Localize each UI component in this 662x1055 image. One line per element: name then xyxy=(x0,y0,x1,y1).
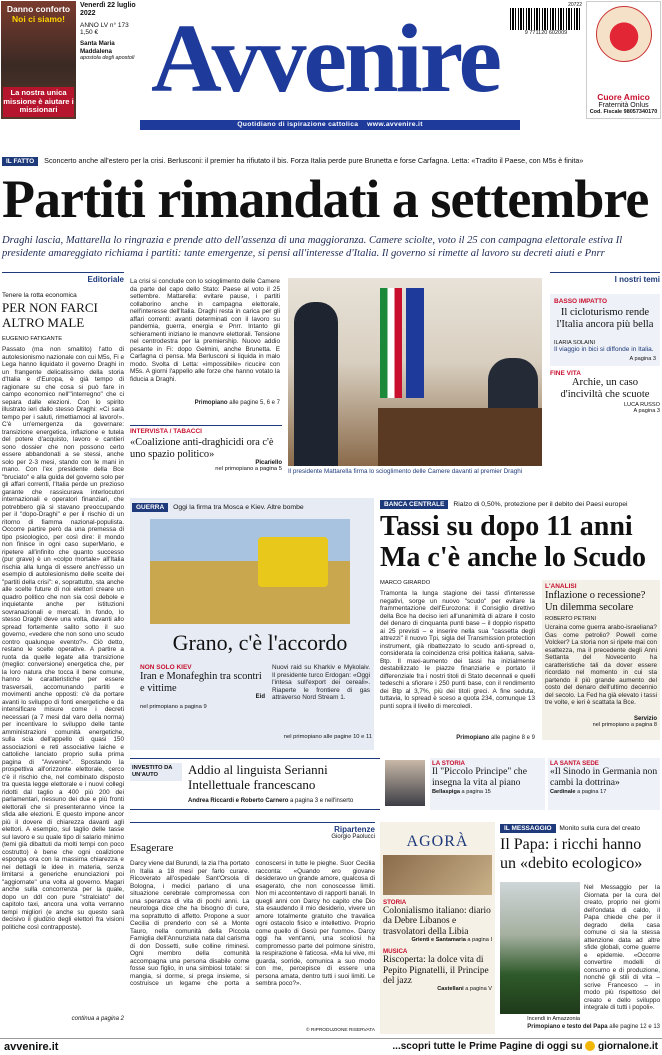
agora-credit-2 xyxy=(383,986,492,992)
storia-credit xyxy=(432,789,543,795)
storia-tag: LA STORIA xyxy=(432,760,466,767)
investito-page: a pagina 3 e nell'inserto xyxy=(290,798,354,804)
tassi-author: MARCO GIRARDO xyxy=(380,580,431,586)
non-solo-kiev-tag: NON SOLO KIEV xyxy=(140,664,192,671)
editoriale-headline[interactable]: PER NON FARCI ALTRO MALE xyxy=(2,300,98,330)
giornalone-icon xyxy=(585,1041,595,1051)
barcode-bars xyxy=(510,8,582,30)
amazon-photo xyxy=(500,882,580,1014)
left-promo-top2: Noi ci siamo! xyxy=(12,14,65,24)
analisi-servizio: Servizio xyxy=(633,716,657,722)
agora-tag-1: STORIA xyxy=(383,899,407,906)
tema-a[interactable] xyxy=(550,294,660,366)
analisi-tag: L'ANALISI xyxy=(545,583,577,590)
analisi-author: ROBERTO PETRINI xyxy=(545,616,597,622)
intervista-box[interactable] xyxy=(130,425,282,475)
tema-a-kicker: BASSO IMPATTO xyxy=(554,298,608,305)
issue-price: 1,50 € xyxy=(80,29,99,36)
sede-page: a pagina 17 xyxy=(577,789,607,796)
agora-credit-1 xyxy=(383,937,492,943)
investito-credit xyxy=(188,798,378,804)
tassi-kicker: Rialzo di 0,50%, protezione per il debito dei Paesi europei xyxy=(453,501,628,508)
analisi-body: Ucraina come guerra arabo-israeliana? Gas come petrolio? Powell come Volcker? La storia non si ripete mai con esattezza, ma il precedente degli Anni Settanta del Novecento ha caratteristiche tali da dover essere ricordato nel momento in cui sta partendo il più grande aumento del costo del denaro dell'ultimo decennio del secolo. La Fed ha già elevato i tassi tre volte, e ieri è scattata la Bce. xyxy=(545,624,657,706)
intervista-tag: INTERVISTA / TABACCI xyxy=(130,428,202,435)
right-promo-title: Cuore Amico xyxy=(597,92,650,102)
masthead-title: Avvenire xyxy=(151,5,499,113)
guerra-headline[interactable]: Grano, c'è l'accordo xyxy=(172,630,348,655)
flag-italy xyxy=(380,288,402,398)
non-solo-kiev-page: nel primopiano a pagina 9 xyxy=(140,704,207,710)
analisi-box[interactable] xyxy=(542,580,660,740)
site-url[interactable]: www.avvenire.it xyxy=(367,121,423,128)
esagerare-body: Darcy viene dal Burundi, la zia l'ha portato in Italia a 18 mesi per farlo curare. Ricoverato all'ospedale Sant'Orsola di Bologna, i medici parlano di una situazione cerebrale compromessa con una speranza di vita di pochi anni. La neurologa dice che ha bisogno di cure, ma soprattutto di affetto. Propone a suor Cecilia di prenderlo con sé a Monte Tauro, nella comunità della Piccola Famiglia dell'Annunziata nata dal carisma di don Dossetti, sulle colline riminesi. Ogni membro della comunità accompagna una persona disabile come fosse suo figlio, in una simbiosi totale: si mangia, si dorme, si prega insieme, si costruisce un legame che porta a conoscersi in tutte le pieghe. Suor Cecilia racconta: «Quando ero giovane desideravo un grande amore, qualcosa di esagerato, che non conoscesse limiti. Non mi accontentavo di rapporti banali. In quegli anni con Darcy ho capito che Dio sta esaudendo il mio desiderio, vivere un amore totalmente gratuito che travalica ogni ostacolo fisico e intellettivo. Proprio come quello di Gesù per l'uomo». Darcy oggi ha vent'anni, una scoliosi ha compromesso parte del polmone sinistro, la respirazione è faticosa. «Ma lui vive, mi guarda, sorride, comunica a suo modo con me, percepisce di essere una persona amata, dentro tutti i suoi limiti. Le sembra poco?». xyxy=(130,860,375,987)
agora-author-1: Grienti e Santamaria xyxy=(411,937,466,944)
non-solo-kiev-headline: Iran e Monafeghin tra scontri e vittime xyxy=(140,671,262,694)
fatto-pages-n: alle pagine 5, 6 e 7 xyxy=(229,400,280,406)
fatto-kicker: Sconcerto anche all'estero per la crisi. Berlusconi: il premier ha rifiutato il bis. Forza Italia perde pure Brunetta e forse Carfagna. Letta: «Tradito il Paese, con M5s è finita» xyxy=(44,156,584,165)
agora-page-2: a pagina V xyxy=(465,986,492,993)
non-solo-kiev-author: Eid xyxy=(255,694,265,700)
tema-a-author: ILARIA SOLAINI xyxy=(554,340,596,347)
agora-author-2: Castellani xyxy=(437,986,464,993)
guerra-kicker: Oggi la firma tra Mosca e Kiev. Altre bombe xyxy=(173,504,304,511)
footer-right-text: ...scopri tutte le Prime Pagine di oggi su xyxy=(392,1041,583,1052)
messaggio-page[interactable] xyxy=(500,1024,660,1030)
sede-headline: «Il Sinodo in Germania non cambi la dottrina» xyxy=(550,766,658,788)
esagerare-author: Giorgio Paolucci xyxy=(331,834,375,840)
messaggio-kicker: Monito sulla cura del creato xyxy=(559,825,641,832)
barcode-top: 20722 xyxy=(568,2,582,8)
tema-a-headline: Il cicloturismo rende l'Italia ancora più bella xyxy=(556,307,654,330)
issue-number: ANNO LV n° 173 xyxy=(80,22,129,29)
editoriale-column xyxy=(2,272,124,1037)
tema-a-deck: Il viaggio in bici si diffonde in Italia. xyxy=(554,346,654,354)
sede-tag: LA SANTA SEDE xyxy=(550,760,599,767)
editoriale-kicker: Tenere la rotta economica xyxy=(2,292,77,299)
main-photo-caption: Il presidente Mattarella firma lo scioglimento delle Camere davanti al premier Draghi xyxy=(288,468,523,475)
fatto-body: La crisi si conclude con lo scioglimento delle Camere da parte del capo dello Stato: Paese al voto il 25 settembre. Mattarella: evitare pause, i partiti collaborino anche in campagna elettorale, nell'interesse dell'Italia. Draghi resta in carica per gli affari correnti: avanti determinati con il lavoro su pandemia, guerra, energia e Pnrr. Intanto gli schieramenti iniziano le manovre elettorali. Tensione nel centrodestra per la premiership. Nuovo addio pesante in Fi: dopo Gelmini, anche Brunetta. E Carfagna ci pensa. Ma Berlusconi si liquida in malo modo. Svolta di Letta: «impossibile» ricucire con M5s. A giorni l'appello alle forze che hanno votato la fiducia a Draghi. xyxy=(130,278,280,383)
heart-globe-icon xyxy=(596,6,652,62)
fatto-tag: IL FATTO xyxy=(2,157,38,166)
guerra-kicker-row xyxy=(132,503,372,512)
main-photo[interactable] xyxy=(288,278,542,466)
agora-headline-1: Colonialismo italiano: diario da Debre Libanos e trasvolatori della Libia xyxy=(383,906,491,937)
tassi-page-label: Primopiano xyxy=(456,735,490,741)
saint-note: apostola degli apostoli xyxy=(80,55,135,61)
barcode xyxy=(510,2,582,38)
left-promo-top: Danno conforto xyxy=(6,4,71,14)
left-promo-bottom: La nostra unica missione è aiutare i missionari xyxy=(3,87,74,117)
editoriale-author: EUGENIO FATIGANTE xyxy=(2,336,63,342)
tassi-tag: BANCA CENTRALE xyxy=(380,500,448,509)
agora-headline-2: Riscoperta: la dolce vita di Pepito Pignatelli, il Principe del jazz xyxy=(383,955,489,987)
main-headline[interactable]: Partiti rimandati a settembre xyxy=(2,169,649,229)
tagline: Quotidiano di ispirazione cattolica xyxy=(237,121,359,128)
investito-box[interactable] xyxy=(130,758,380,810)
tema-b-author: LUCA RUSSO xyxy=(623,402,660,409)
footer-brand: giornalone.it xyxy=(598,1041,658,1052)
messaggio-page-label: Primopiano e testo del Papa xyxy=(527,1024,608,1030)
sede-section: Cardinale xyxy=(550,789,576,796)
sede-credit xyxy=(550,789,658,795)
tassi-page[interactable] xyxy=(380,735,535,741)
right-promo-sub: Fraternità Onlus xyxy=(598,102,649,109)
storia-headline: Il "Piccolo Principe" che insegna la vita al piano xyxy=(432,766,527,788)
messaggio-tag: IL MESSAGGIO xyxy=(500,824,556,833)
tema-b-page: A pagina 3 xyxy=(633,408,660,415)
messaggio-headline[interactable]: Il Papa: i ricchi hanno un «debito ecologico» xyxy=(500,836,643,872)
storia-section: Bellaspiga xyxy=(432,789,460,796)
tassi-body: Tramonta la lunga stagione dei tassi d'interesse negativi, sorge un nuovo "scudo" per evitare la frammentazione dell'Eurozona: il Consiglio direttivo della Bce ha deciso ieri all'unanimità di alzare il costo del denaro di cinquanta punti base – il doppio rispetto ai 25 previsti – e inserire nella sua "cassetta degli attrezzi" il nuovo Tpi, sigla del Transmission protection instrument, già ribattezzato lo scudo anti-spread o, considerata la coincidenza crisi politica italiana, salva-Btp. Il maxi-aumento dei tassi ha inizialmente destabilizzato le piazze finanziarie e portato il differenziale fra i nostri titoli di Stato decennali e quelli tedeschi a sfiorare i 250 punti base, con il rendimento dei Btp al 3,7%, più dei titoli greci. A fine seduta, tuttavia, lo spread è sceso a quota 234, comunque 13 punti sopra il livello di mercoledì. xyxy=(380,590,535,710)
esagerare-headline[interactable]: Esagerare xyxy=(130,842,174,854)
non-solo-kiev[interactable] xyxy=(140,664,265,734)
tassi-kicker-row xyxy=(380,500,660,509)
issue-date: Venerdì 22 luglio 2022 xyxy=(80,2,136,17)
intervista-author: Picariello xyxy=(255,460,282,466)
fatto-pages-label: Primopiano xyxy=(194,400,228,406)
desk xyxy=(378,408,542,466)
esagerare-section: Ripartenze xyxy=(334,825,375,834)
agora-logo: AGORÀ xyxy=(406,833,469,850)
tema-b-kicker: FINE VITA xyxy=(550,370,581,378)
harvester xyxy=(258,537,328,587)
investito-authors: Andrea Riccardi e Roberto Carnero xyxy=(188,798,289,804)
sede-box[interactable] xyxy=(548,758,660,810)
guerra-tag: GUERRA xyxy=(132,503,168,512)
draghi-figure xyxy=(294,302,338,466)
analisi-page: nel primopiano a pagina 8 xyxy=(592,722,657,728)
saint-of-day: Santa Maria Maddalena xyxy=(80,40,115,55)
agora-page-1: a pagina I xyxy=(467,937,492,944)
messaggio-page-n: alle pagine 12 e 13 xyxy=(609,1024,660,1030)
barcode-digits: 9 771120 602009 xyxy=(524,30,568,36)
intervista-headline: «Coalizione anti-draghicidi ora c'è uno spazio politico» xyxy=(130,437,274,460)
footer-left[interactable]: avvenire.it xyxy=(4,1041,59,1053)
agora-box[interactable] xyxy=(380,822,495,1034)
editoriale-body: Passato (ma non smaltito) l'atto di autolesionismo nazionale con cui M5s, Fi e Lega hanno liquidato il governo Draghi in un frangente delicatissimo della storia d'Italia e d'Europa, è già tempo di ragionare su che cosa si può fare in campo economico nell'"interregno" che ci separa dalle elezioni. Con lo spirito illustrato ieri dallo stesso Draghi: «Ci sarà tempo per i saluti, rimettiamoci al lavoro!». C'è un'emergenza da governare: transizione energetica, inflazione e tutela del potere d'acquisto, lavoro e cantieri sono dossier che non possono certo essere abbandonati a se stessi, anche solo per 2-3 mesi, stando con le mani in mano. Con l'ex presidente della Bce "bruciato" e alla guida del governo solo per gli affari correnti, l'Italia perde un prezioso garante che rassicurava interlocutori internazionali e operatori finanziari, che potrebbero già si stavano preoccupando per il "dopo-Draghi" e per il rischio di un ritorno di fiamma nazional-populista. Occorre partire però da una premessa di tipo psicologico, per così dire: il mondo non finisce in ogni caso superMario, e ripetere all'infinito che quanto successo (pur grave) è un «colpo mortale» all'Italia rischia alla lunga di essere anch'esso un esempio di autolesionismo delle scelte dei "partiti della crisi": e, soprattutto, sta anche alle scelte future di noi elettori creare un quadro politico che non sia così debole e inquietante anche per istituzioni sovranazionali e mercati. In fondo, lo stesso Draghi deve una volta, davanti allo spread fortemente salito sotto il suo governo, «vedere che non sono uno scudo contro qualunque evento?». Ciò detto, restano le scelte operative. A partire a ruota da quelle legate alla transizione (meglio: conversione) energetica che, per la loro natura che tocca il bene comune, hanno le caratteristiche per essere trasversali, accomunando partiti e movimenti anche opposti: c'è da portare avanti lo sviluppo di fonti energetiche e da intensificare misure come i decreti necessari (a 7 mesi dal varo della norma) per incentivare lo sviluppo delle tante amministrazioni comunità energetiche, sulla scia dell'appello di quasi 150 associazioni e reti associative laiche e cattoliche lanciato proprio sulla prima pagina di "Avvenire". Spostando la prospettiva all'orizzonte elettorale, cerco c'è il rischio che, nel combinato disposto tra questa legge elettorale e i nuovi collegi ridotti dal taglio a 400 più 200 dei parlamentari, nessuno dei due e più fronti elettorali che si presenteranno vince la sfida alle elezioni. E questo impone ancor più il dovere di chiarezza davanti agli elettori. A esempio, sul taglio delle tasse sul lavoro e su quale tipo di salario minimo (temi già dibattuti da molti tempi con poco costrutto) è bene che ogni coalizione esponga ora con la massima chiarezza e nei dettagli le idee in materia, senza limitarsi a generiche enunciazioni poi "aggiornate" una volta al governo. Magari anche sulla concorrenza per la quale, dopo un ddl con pure "stralciato" del capitolo taxi, ancora una volta verranno tempi migliori (e anche su questo sarà decisivo il giudizio degli elettori fra visioni politiche così contrapposte). xyxy=(2,346,124,931)
footer-bar xyxy=(0,1038,662,1055)
serianni-photo xyxy=(385,760,425,806)
tassi-headline-1[interactable]: Tassi su dopo 11 anni xyxy=(380,511,633,542)
agora-photo xyxy=(383,855,492,895)
messaggio-kicker-row xyxy=(500,824,660,833)
investito-tag: INVESTITO DA UN'AUTO xyxy=(130,763,182,781)
masthead-logo[interactable] xyxy=(135,0,515,120)
right-promo-code: Cod. Fiscale 98057340170 xyxy=(589,109,658,115)
left-promo[interactable] xyxy=(1,1,76,119)
tema-a-page: A pagina 3 xyxy=(629,356,656,363)
esagerare-copyright: © RIPRODUZIONE RISERVATA xyxy=(305,1028,375,1033)
tassi-headline-2[interactable]: Ma c'è anche lo Scudo xyxy=(380,542,646,573)
guerra-page[interactable]: nel primopiano alle pagine 10 e 11 xyxy=(283,734,372,740)
tassi-page-n: alle pagine 8 e 9 xyxy=(490,735,535,741)
storia-box[interactable] xyxy=(430,758,545,810)
intervista-page: nel primopiano a pagina 5 xyxy=(215,466,282,472)
amazon-caption: Incendi in Amazzonia xyxy=(527,1016,580,1022)
storia-page: a pagina 15 xyxy=(461,789,491,796)
main-summary: Draghi lascia, Mattarella lo ringrazia e prende atto dell'assenza di una maggioranza. Camere sciolte, voto il 25 con campagna elettorale estiva Il presidente amareggiato richiama i partiti: tante emergenze, si pensi all'interesse d'Italia. Il governo si rimette al lavoro su decreti aiuti e Pnrr xyxy=(2,235,623,259)
esagerare-box xyxy=(130,822,375,1034)
tagline-bar xyxy=(140,120,520,130)
guerra-body: Nuovi raid su Kharkiv e Mykolaiv. Il presidente turco Erdogan: «Oggi l'intesa sull'export dei cereali». Riaperte le frontiere di gas attraverso Nord Stream 1. xyxy=(272,664,370,701)
fatto-kicker-row xyxy=(2,156,660,166)
harvest-photo[interactable] xyxy=(150,519,350,624)
editoriale-continua[interactable]: continua a pagina 2 xyxy=(71,1016,124,1022)
right-promo[interactable] xyxy=(586,1,661,119)
footer-right[interactable] xyxy=(392,1041,658,1052)
flag-eu xyxy=(406,288,424,398)
agora-tag-2: MUSICA xyxy=(383,948,408,956)
fatto-pages[interactable] xyxy=(170,400,280,406)
nostri-temi-section: I nostri temi xyxy=(614,275,660,284)
nostri-temi xyxy=(550,272,660,482)
issue-info xyxy=(80,2,136,61)
editoriale-section: Editoriale xyxy=(87,275,124,284)
tema-b-headline: Archie, un caso d'inciviltà che scuote xyxy=(560,377,650,400)
messaggio-body: Nel Messaggio per la Giornata per la cura del creato, proprio nei giorni dell'ondata di caldo, il Papa chiede che per il degrado della casa comune ci sia la stessa attenzione data ad altre sfide globali, come guerre e epidemie. «Occorre convertire modelli di consumo e di produzione, nonché gli stili di vita – scrive Francesco – in modo più rispettoso del creato e dello sviluppo integrale di tutti i popoli». xyxy=(584,884,660,1011)
analisi-headline: Inflazione o recessione? Un dilemma secolare xyxy=(545,590,646,613)
investito-headline: Addio al linguista Serianni Intellettuale francescano xyxy=(188,762,328,792)
tema-b[interactable] xyxy=(550,370,660,414)
